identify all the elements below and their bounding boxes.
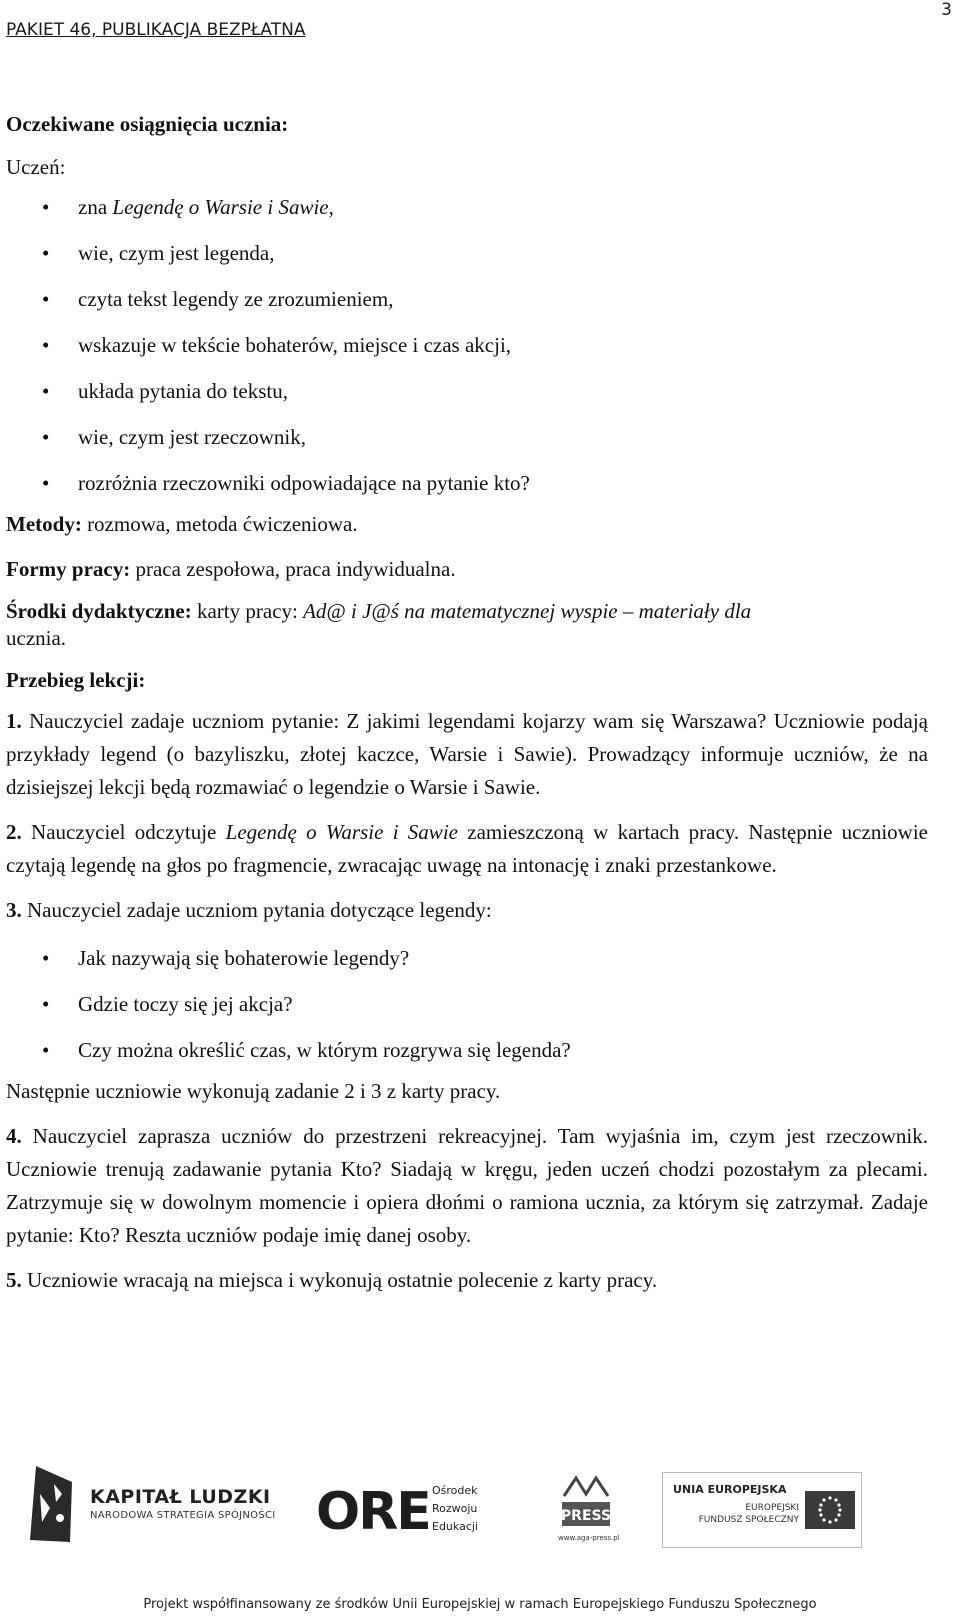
step-4: [6, 1120, 928, 1252]
eu-title: UNIA EUROPEJSKA: [673, 1483, 787, 1496]
resources-title: Ad@ i J@ś na matematycznej wyspie – materiały dla: [303, 599, 752, 623]
step-text: Nauczyciel zaprasza uczniów do przestrzeni rekreacyjnej. Tam wyjaśnia im, czym jest rzeczownik. Uczniowie trenują zadawanie pytania Kto? Siadają w kręgu, jeden uczeń chodzi pozostałym za plecami. Zatrzymuje się w dowolnym momencie i opiera dłońmi o ramiona ucznia, za którym się zatrzymał. Zadaje pytanie: Kto? Reszta uczniów podaje imię danej osoby.: [6, 1124, 928, 1247]
running-header: PAKIET 46, PUBLIKACJA BEZPŁATNA: [6, 20, 306, 40]
step-number: 3.: [6, 898, 22, 922]
item-text: czyta tekst legendy ze zrozumieniem,: [78, 287, 394, 311]
step-number: 5.: [6, 1268, 22, 1292]
eu-line: EUROPEJSKI: [745, 1503, 799, 1513]
list-item: [6, 424, 928, 450]
forms-line: [6, 553, 928, 586]
methods-text: rozmowa, metoda ćwiczeniowa.: [81, 512, 358, 536]
list-item: [6, 470, 928, 496]
step-text: Nauczyciel odczytuje: [21, 820, 226, 844]
list-item: [6, 240, 928, 266]
ore-line: Edukacji: [432, 1520, 478, 1533]
resources-line: [6, 598, 928, 652]
methods-label: Metody:: [6, 512, 82, 536]
item-text: wie, czym jest legenda,: [78, 241, 275, 265]
step-text-after: zamieszczoną w kartach pracy. Następnie uczniowie czytają legendę na głos po fragmencie, zwracając uwagę na intonację i znaki przestankowe.: [6, 820, 928, 877]
step-5: [6, 1264, 928, 1297]
outcomes-intro: Uczeń:: [6, 155, 66, 179]
ore-logo: ORE: [316, 1482, 430, 1542]
page-number: 3: [941, 0, 952, 20]
step-text: Nauczyciel zadaje uczniom pytania dotyczące legendy:: [21, 898, 492, 922]
item-text: wie, czym jest rzeczownik,: [78, 425, 306, 449]
resources-text: karty pracy:: [191, 599, 304, 623]
eu-flag-icon: [805, 1491, 855, 1529]
aga-press-label: PRESS: [560, 1508, 612, 1524]
forms-label: Formy pracy:: [6, 557, 131, 581]
step-2: [6, 816, 928, 882]
ore-name: [432, 1482, 478, 1536]
questions-list: [6, 945, 928, 1063]
sponsor-footer: [0, 1448, 960, 1616]
aga-press-url: www.aga-press.pl: [558, 1534, 620, 1542]
list-item: [6, 378, 928, 404]
item-text: zna: [78, 195, 113, 219]
funding-credit: Projekt współfinansowany ze środków Unii Europejskiej w ramach Europejskiego Funduszu Społecznego: [143, 1597, 817, 1612]
document-body: [6, 108, 928, 1297]
after-questions: Następnie uczniowie wykonują zadanie 2 i 3 z karty pracy.: [6, 1079, 501, 1103]
methods-line: [6, 508, 928, 541]
list-item: • Gdzie toczy się jej akcja?: [6, 991, 928, 1017]
eu-line: FUNDUSZ SPOŁECZNY: [698, 1515, 799, 1525]
item-text-after: ,: [328, 195, 334, 219]
step-text: Uczniowie wracają na miejsca i wykonują ostatnie polecenie z karty pracy.: [21, 1268, 658, 1292]
item-text: wskazuje w tekście bohaterów, miejsce i czas akcji,: [78, 333, 512, 357]
item-text: układa pytania do tekstu,: [78, 379, 288, 403]
item-italic: Legendę o Warsie i Sawie: [112, 195, 329, 219]
list-item: • Czy można określić czas, w którym rozgrywa się legenda?: [6, 1037, 928, 1063]
kapital-ludzki-logo-icon: [26, 1464, 74, 1544]
step-3: [6, 894, 928, 927]
kapital-ludzki-subtitle: NARODOWA STRATEGIA SPÓJNOŚCI: [90, 1510, 276, 1521]
list-item: • Jak nazywają się bohaterowie legendy?: [6, 945, 928, 971]
step-number: 1.: [6, 709, 22, 733]
step-number: 2.: [6, 820, 22, 844]
step-italic: Legendę o Warsie i Sawie: [225, 820, 458, 844]
aga-press-logo-icon: [560, 1474, 612, 1532]
ore-line: Rozwoju: [432, 1502, 478, 1515]
outcomes-heading: Oczekiwane osiągnięcia ucznia:: [6, 112, 289, 136]
eu-logo: [662, 1472, 862, 1548]
step-number: 4.: [6, 1124, 22, 1148]
item-text: rozróżnia rzeczowniki odpowiadające na pytanie kto?: [78, 471, 530, 495]
list-item: [6, 286, 928, 312]
step-text: Nauczyciel zadaje uczniom pytanie: Z jakimi legendami kojarzy wam się Warszawa? Uczniowie podają przykłady legend (o bazyliszku, złotej kaczce, Warsie i Sawie). Prowadzący informuje uczniów, że na dzisiejszej lekcji będą rozmawiać o legendzie o Warsie i Sawie.: [6, 709, 928, 799]
list-item: [6, 332, 928, 358]
outcomes-list: [6, 194, 928, 496]
forms-text: praca zespołowa, praca indywidualna.: [130, 557, 456, 581]
ore-line: Ośrodek: [432, 1484, 478, 1497]
list-item: [6, 194, 928, 220]
step-1: [6, 705, 928, 804]
lesson-heading: Przebieg lekcji:: [6, 668, 146, 692]
kapital-ludzki-title: KAPITAŁ LUDZKI: [90, 1486, 271, 1508]
resources-label: Środki dydaktyczne:: [6, 599, 192, 623]
resources-tail: ucznia.: [6, 626, 67, 650]
